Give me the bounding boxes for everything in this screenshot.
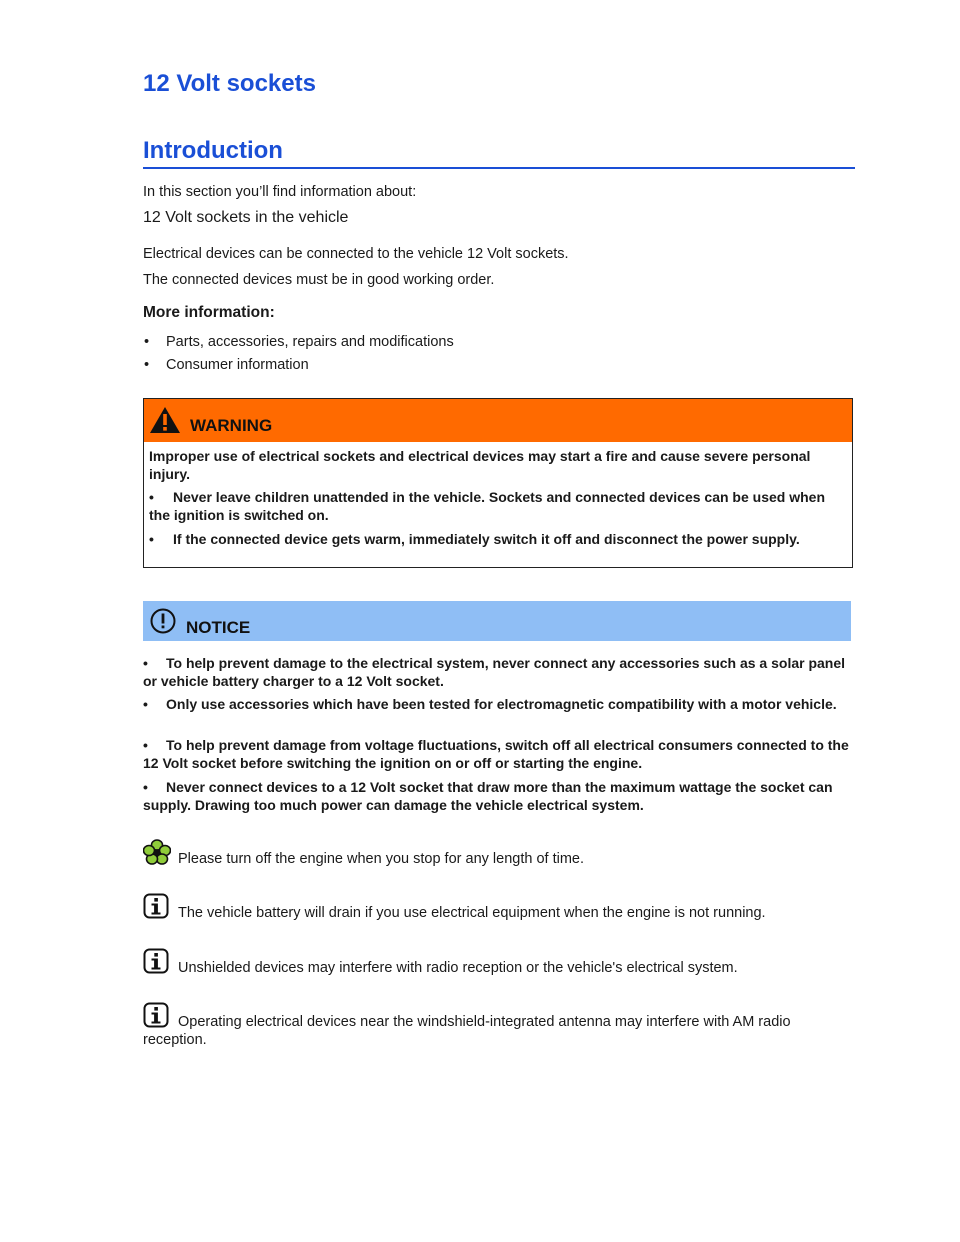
warning-triangle-icon: [149, 406, 181, 434]
page-title: 12 Volt sockets: [143, 70, 316, 97]
info-note: [143, 1013, 855, 1049]
warning-item: [149, 488, 839, 524]
notice-item: [143, 736, 851, 772]
list-item-label: Parts, accessories, repairs and modifications: [166, 334, 454, 350]
bullet: •: [143, 737, 148, 753]
intro-text: In this section you’ll find information about:: [143, 184, 417, 200]
info-note: [143, 904, 855, 922]
info-note-text: Unshielded devices may interfere with radio reception or the vehicle's electrical system.: [178, 960, 738, 976]
eco-note-text: Please turn off the engine when you stop for any length of time.: [178, 851, 584, 867]
info-note: [143, 959, 855, 977]
bullet: •: [144, 357, 150, 373]
paragraph: Electrical devices can be connected to the vehicle 12 Volt sockets.: [143, 246, 569, 262]
bullet: •: [143, 779, 148, 795]
more-info-heading: More information:: [143, 304, 275, 321]
notice-item-text: Never connect devices to a 12 Volt socket that draw more than the maximum wattage the socket can supply. Drawing too much power can damage the vehicle electrical system.: [143, 779, 833, 813]
info-icon: [143, 948, 169, 974]
exclamation-circle-icon: [149, 607, 177, 635]
warning-lead: Improper use of electrical sockets and electrical devices may start a fire and cause severe personal injury.: [149, 448, 811, 482]
notice-item-text: To help prevent damage from voltage fluctuations, switch off all electrical consumers connected to the 12 Volt socket before switching the ignition on or off or starting the engine.: [143, 737, 849, 771]
info-icon: [143, 893, 169, 919]
flower-icon: [143, 839, 171, 865]
warning-item: [149, 530, 839, 548]
warning-item-text: Never leave children unattended in the vehicle. Sockets and connected devices can be used when the ignition is switched on.: [149, 489, 825, 523]
section-title: Introduction: [143, 137, 855, 169]
warning-title: WARNING: [190, 416, 273, 435]
warning-box: [143, 398, 853, 568]
notice-item: [143, 778, 851, 814]
notice-item-text: Only use accessories which have been tested for electromagnetic compatibility with a motor vehicle.: [166, 696, 837, 712]
info-note-text: Operating electrical devices near the windshield-integrated antenna may interfere with AM radio reception.: [143, 1014, 791, 1048]
bullet: •: [144, 334, 150, 350]
eco-note: [143, 850, 855, 868]
topic-link[interactable]: 12 Volt sockets in the vehicle: [143, 209, 349, 226]
bullet: •: [143, 696, 148, 712]
notice-item: [143, 654, 851, 690]
notice-item-text: To help prevent damage to the electrical system, never connect any accessories such as a solar panel or vehicle battery charger to a 12 Volt socket.: [143, 655, 846, 689]
bullet: •: [143, 655, 148, 671]
bullet: •: [149, 531, 154, 547]
warning-item-text: If the connected device gets warm, immediately switch it off and disconnect the power supply.: [173, 531, 800, 547]
bullet: •: [149, 489, 154, 505]
notice-header: [143, 601, 851, 641]
warning-header: [144, 399, 852, 442]
info-note-text: The vehicle battery will drain if you use electrical equipment when the engine is not running.: [178, 905, 766, 921]
list-item-label: Consumer information: [166, 357, 309, 373]
notice-title: NOTICE: [186, 618, 251, 637]
notice-item: [143, 695, 851, 713]
info-icon: [143, 1002, 169, 1028]
paragraph: The connected devices must be in good working order.: [143, 272, 495, 288]
